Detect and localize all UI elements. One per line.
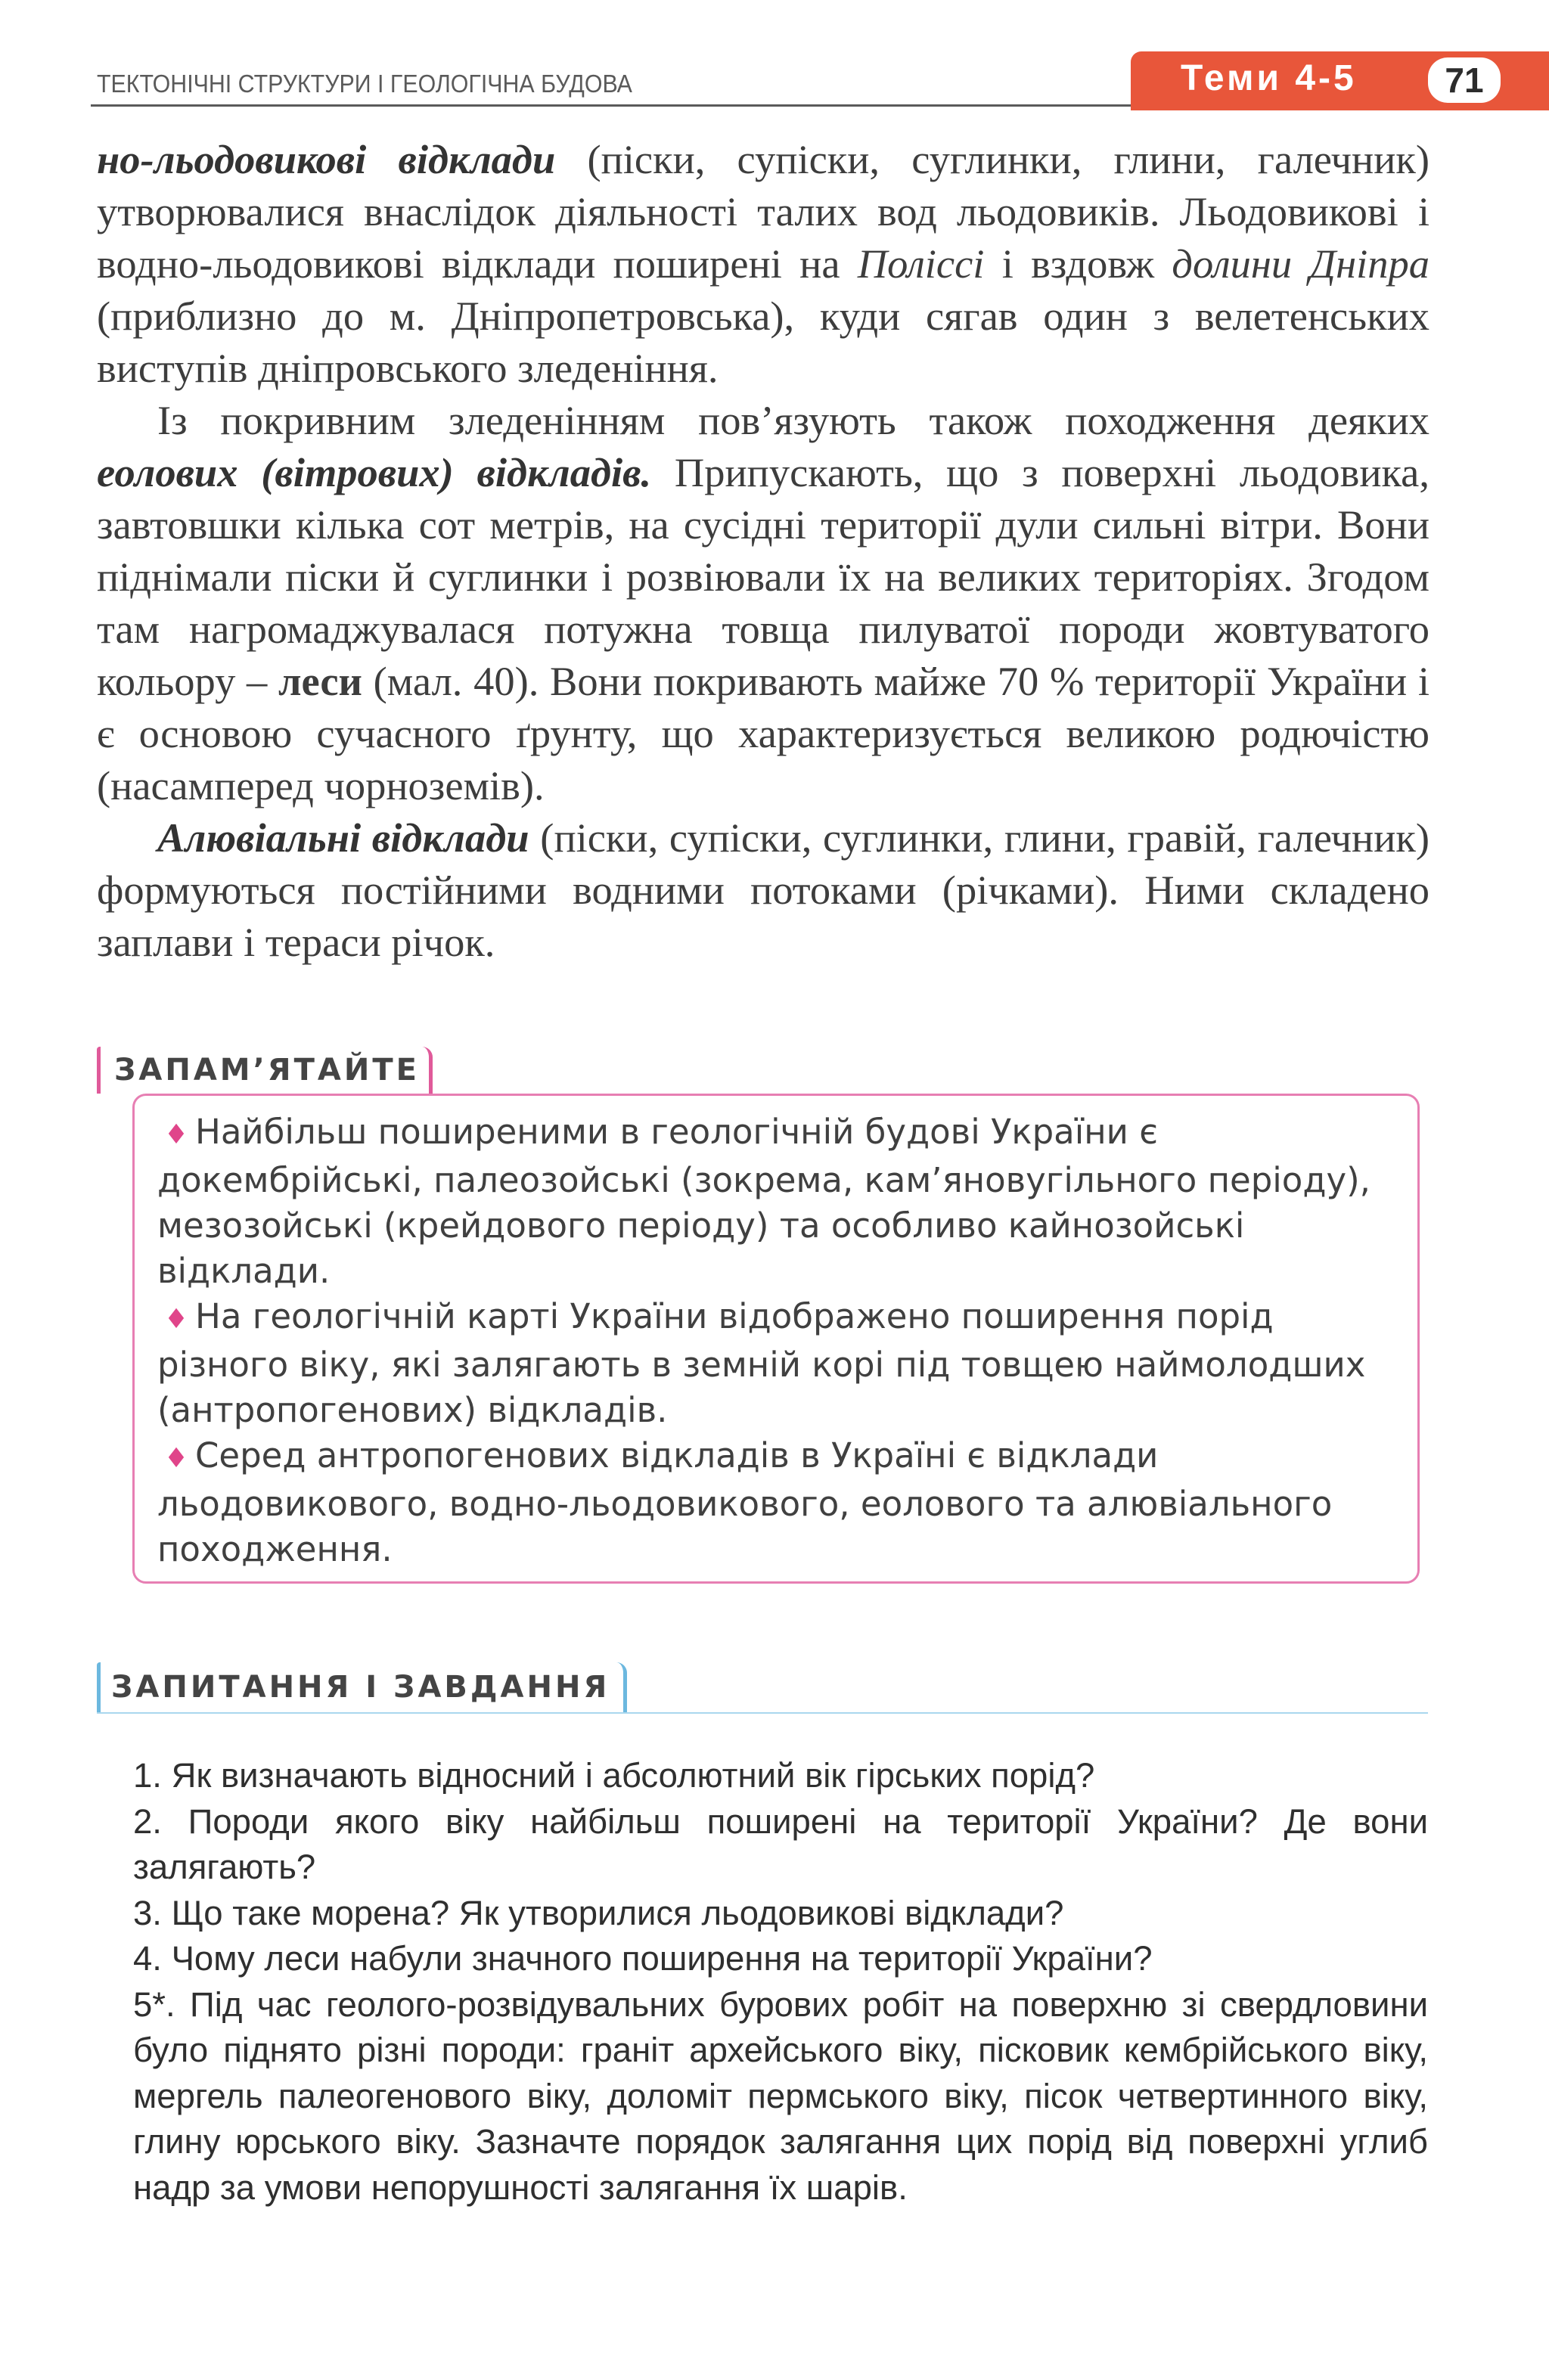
remember-heading: ЗАПАМ’ЯТАЙТЕ [97,1047,433,1094]
remember-item [157,1433,1398,1572]
diamond-bullet-icon: ♦ [163,1443,189,1474]
term-loess: леси [278,658,362,704]
text-segment: (приблизно до м. Дніпропетровська), куди сягав один з велетенських виступів дніпровського зледеніння. [97,293,1429,391]
text-segment: (піски, супіски, суглинки, глини, галечник) утворювалися внаслідок діяльності талих вод льодовиків. Льодовикові і водно-льодовикові відклади поширені на [97,136,1430,287]
question-item: 1. Як визначають відносний і абсолютний вік гірських порід? [133,1756,1095,1795]
remember-item-text: Серед антропогенових відкладів в Україні є відклади льодовикового, водно-льодовикового, еолового та алювіального походження. [157,1435,1333,1569]
place-polissia: Поліссі [857,240,985,287]
question-item: 4. Чому леси набули значного поширення на території України? [133,1939,1153,1978]
text-segment: і вздовж [984,240,1172,287]
themes-label: Теми 4-5 [1181,58,1357,98]
paragraph-glacial-deposits [97,133,1429,394]
term-water-glacial: но-льодовикові відклади [97,136,556,182]
term-aeolian: еолових (вітрових) відкладів. [97,449,652,495]
term-alluvial: Алювіальні відклади [157,815,529,861]
remember-item [157,1294,1398,1433]
text-segment: Із покривним зледенінням пов’язують також походження деяких [157,397,1429,443]
diamond-bullet-icon: ♦ [163,1119,189,1150]
diamond-bullet-icon: ♦ [163,1304,189,1335]
running-title: ТЕКТОНІЧНІ СТРУКТУРИ І ГЕОЛОГІЧНА БУДОВА [97,70,632,98]
question-item: 5*. Під час геолого-розвідувальних бурових робіт на поверхню зі свердловини було піднято різні породи: граніт архейського віку, пісковик кембрійського віку, мергель палеогенового віку, доломіт пермського віку, пісок четвертинного віку, глину юрського віку. Зазначте порядок залягання цих порід від поверхні углиб надр за умови непорушності залягання їх шарів. [133,1984,1428,2207]
body-text [97,133,1429,968]
remember-item-text: На геологічній карті України відображено поширення порід різного віку, які залягають в земній корі під товщею наймолодших (антропогенових) відкладів. [157,1296,1366,1430]
paragraph-aeolian-deposits [97,394,1429,811]
question-item: 2. Породи якого віку найбільш поширені на території України? Де вони залягають? [133,1801,1428,1886]
remember-item-text: Найбільш поширеними в геологічній будові України є докембрійські, палеозойські (зокрема, кам’яновугільного періоду), мезозойські (крейдового періоду) та особливо кайнозойські відклади. [157,1112,1371,1291]
text-segment: (мал. 40). Вони покривають майже 70 % території України і є основою сучасного ґрунту, що характеризується великою родючістю (насамперед чорноземів). [97,658,1430,808]
text-segment: Припускають, що з поверхні льодовика, завтовшки кілька сот метрів, на сусідні території дули сильні вітри. Вони піднімали піски й суглинки і розвіювали їх на великих територіях. Згодом там нагромаджувалася потужна товща пилуватої породи жовтуватого кольору – [97,449,1429,704]
header-rule [91,104,1135,107]
remember-item [157,1109,1398,1294]
place-dnipro-valley: долини Дніпра [1172,240,1429,287]
questions-rule [97,1712,1428,1714]
themes-tab [1131,51,1549,110]
page-number: 71 [1428,57,1501,103]
questions-heading: ЗАПИТАННЯ І ЗАВДАННЯ [97,1662,627,1712]
remember-box [132,1094,1420,1584]
page-header [0,0,1549,113]
text-segment: (піски, супіски, суглинки, глини, гравій, галечник) формуються постійними водними потоками (річками). Ними складено заплави і тераси річок. [97,815,1429,965]
paragraph-alluvial-deposits [97,811,1429,968]
questions-list [133,1753,1428,2211]
question-item: 3. Що таке морена? Як утворилися льодовикові відклади? [133,1893,1064,1932]
